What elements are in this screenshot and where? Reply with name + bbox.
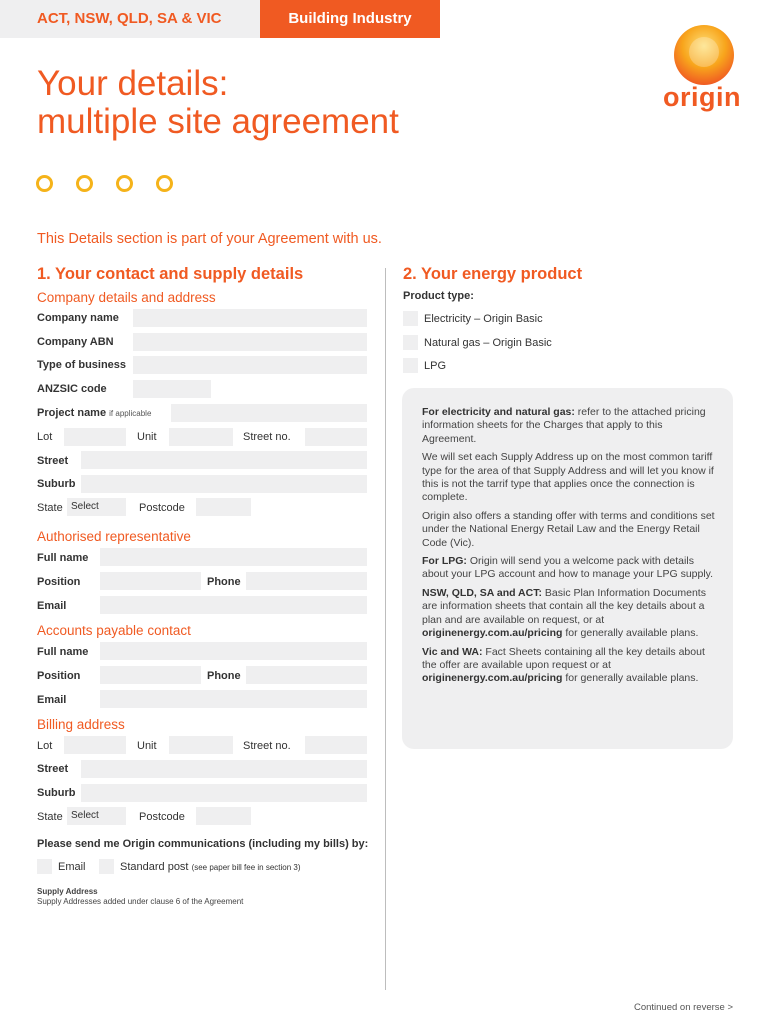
standard-post-checkbox[interactable] — [99, 859, 114, 874]
info-paragraph-5 — [422, 587, 715, 641]
ap-phone-label: Phone — [207, 670, 241, 682]
section2-heading: 2. Your energy product — [403, 265, 583, 283]
origin-logo — [661, 24, 747, 120]
lpg-checkbox[interactable] — [403, 358, 418, 373]
page-title-line2: multiple site agreement — [37, 102, 399, 141]
company-name-field[interactable] — [133, 309, 367, 327]
email-option-label: Email — [58, 861, 86, 873]
anzsic-code-field[interactable] — [133, 380, 211, 398]
column-divider — [385, 268, 386, 990]
company-details-heading: Company details and address — [37, 290, 216, 305]
info-p6-bold: Vic and WA: — [422, 645, 483, 658]
billing-suburb-field[interactable] — [81, 784, 367, 802]
street-no-label: Street no. — [243, 431, 291, 443]
progress-dots — [36, 175, 173, 192]
lpg-option-label: LPG — [424, 360, 447, 372]
progress-dot — [36, 175, 53, 192]
billing-address-heading: Billing address — [37, 717, 125, 732]
state-select[interactable]: Select — [67, 498, 126, 516]
info-p5-text-a: Basic Plan Information Documents are information sheets that contain all the key details about a plan and are available on request, or at — [422, 586, 706, 626]
intro-text: This Details section is part of your Agreement with us. — [37, 231, 382, 247]
progress-dot — [76, 175, 93, 192]
auth-email-field[interactable] — [100, 596, 367, 614]
info-p4-text: Origin will send you a welcome pack with details about your LPG account and how to manage your LPG supply. — [422, 555, 714, 581]
unit-field[interactable] — [169, 428, 233, 446]
info-p5-text-b: for generally available plans. — [562, 627, 699, 640]
billing-lot-field[interactable] — [64, 736, 126, 754]
origin-logo-text: origin — [663, 82, 741, 112]
auth-position-field[interactable] — [100, 572, 201, 590]
section1-heading: 1. Your contact and supply details — [37, 265, 304, 283]
header-states-tab: ACT, NSW, QLD, SA & VIC — [0, 0, 260, 38]
project-name-label-text: Project name — [37, 407, 107, 419]
electricity-option-label: Electricity – Origin Basic — [424, 313, 543, 325]
supply-address-title: Supply Address — [37, 887, 98, 896]
type-of-business-label: Type of business — [37, 359, 127, 371]
info-paragraph-2: We will set each Supply Address up on the most common tariff type for the area of that Supply Address and will let you know if this is not the tarrif type that applies once the connection is complete. — [422, 451, 714, 504]
product-info-box — [402, 388, 733, 749]
info-p6-text-a: Fact Sheets containing all the key details about the offer are available upon request or at — [422, 645, 705, 671]
ap-position-label: Position — [37, 670, 81, 682]
pricing-link[interactable]: originenergy.com.au/pricing — [422, 627, 563, 640]
info-p1-text: refer to the attached pricing information sheets for the Charges that apply to this Agreement. — [422, 406, 706, 445]
project-name-field[interactable] — [171, 404, 367, 422]
info-p4-bold: For LPG: — [422, 555, 467, 568]
auth-position-label: Position — [37, 576, 81, 588]
anzsic-code-label: ANZSIC code — [37, 383, 107, 395]
lot-field[interactable] — [64, 428, 126, 446]
email-checkbox[interactable] — [37, 859, 52, 874]
auth-full-name-field[interactable] — [100, 548, 367, 566]
auth-full-name-label: Full name — [37, 552, 89, 564]
lot-label: Lot — [37, 431, 53, 443]
ap-email-field[interactable] — [100, 690, 367, 708]
natural-gas-checkbox[interactable] — [403, 335, 418, 350]
progress-dot — [156, 175, 173, 192]
header-segment-tab: Building Industry — [260, 0, 440, 38]
postcode-label: Postcode — [139, 502, 185, 514]
ap-phone-field[interactable] — [246, 666, 367, 684]
billing-street-field[interactable] — [81, 760, 367, 778]
accounts-payable-heading: Accounts payable contact — [37, 623, 191, 638]
unit-label: Unit — [137, 431, 157, 443]
pricing-link[interactable]: originenergy.com.au/pricing — [422, 672, 563, 685]
page-title — [37, 65, 399, 141]
company-name-label: Company name — [37, 312, 119, 324]
billing-lot-label: Lot — [37, 740, 53, 752]
auth-phone-label: Phone — [207, 576, 241, 588]
auth-email-label: Email — [37, 600, 67, 612]
info-paragraph-3: Origin also offers a standing offer with terms and conditions set under the National Energy Retail Law and the Energy Retail Code (Vic). — [422, 509, 715, 549]
info-paragraph-6 — [422, 646, 715, 686]
ap-email-label: Email — [37, 694, 67, 706]
natural-gas-option-label: Natural gas – Origin Basic — [424, 337, 552, 349]
street-label: Street — [37, 455, 69, 467]
product-type-label: Product type: — [403, 290, 474, 302]
ap-full-name-label: Full name — [37, 646, 89, 658]
ap-full-name-field[interactable] — [100, 642, 367, 660]
info-paragraph-4 — [422, 555, 715, 582]
ap-position-field[interactable] — [100, 666, 201, 684]
type-of-business-field[interactable] — [133, 356, 367, 374]
billing-street-no-field[interactable] — [305, 736, 367, 754]
page-title-line1: Your details: — [37, 64, 229, 103]
info-paragraph-1 — [422, 406, 715, 446]
street-no-field[interactable] — [305, 428, 367, 446]
project-name-note: if applicable — [109, 409, 152, 418]
state-label: State — [37, 502, 63, 514]
billing-unit-label: Unit — [137, 740, 157, 752]
postcode-field[interactable] — [196, 498, 251, 516]
authorised-rep-heading: Authorised representative — [37, 529, 191, 544]
suburb-label: Suburb — [37, 478, 76, 490]
info-p6-text-b: for generally available plans. — [562, 672, 699, 685]
project-name-label — [37, 407, 151, 419]
auth-phone-field[interactable] — [246, 572, 367, 590]
billing-suburb-label: Suburb — [37, 787, 76, 799]
comms-question: Please send me Origin communications (including my bills) by: — [37, 838, 369, 850]
billing-unit-field[interactable] — [169, 736, 233, 754]
origin-logo-mark — [661, 24, 747, 86]
standard-post-label — [120, 861, 301, 873]
progress-dot — [116, 175, 133, 192]
continued-on-reverse: Continued on reverse > — [633, 1002, 733, 1013]
info-p1-bold: For electricity and natural gas: — [422, 406, 575, 418]
standard-post-text: Standard post — [120, 861, 189, 873]
billing-street-label: Street — [37, 763, 69, 775]
company-abn-field[interactable] — [133, 333, 367, 351]
info-p5-bold: NSW, QLD, SA and ACT: — [422, 586, 542, 599]
billing-postcode-field[interactable] — [196, 807, 251, 825]
billing-state-label: State — [37, 811, 63, 823]
supply-address-note: Supply Addresses added under clause 6 of the Agreement — [37, 897, 244, 906]
suburb-field[interactable] — [81, 475, 367, 493]
company-abn-label: Company ABN — [37, 336, 114, 348]
billing-postcode-label: Postcode — [139, 811, 185, 823]
street-field[interactable] — [81, 451, 367, 469]
billing-state-select[interactable]: Select — [67, 807, 126, 825]
standard-post-note: (see paper bill fee in section 3) — [191, 863, 301, 872]
electricity-checkbox[interactable] — [403, 311, 418, 326]
billing-street-no-label: Street no. — [243, 740, 291, 752]
